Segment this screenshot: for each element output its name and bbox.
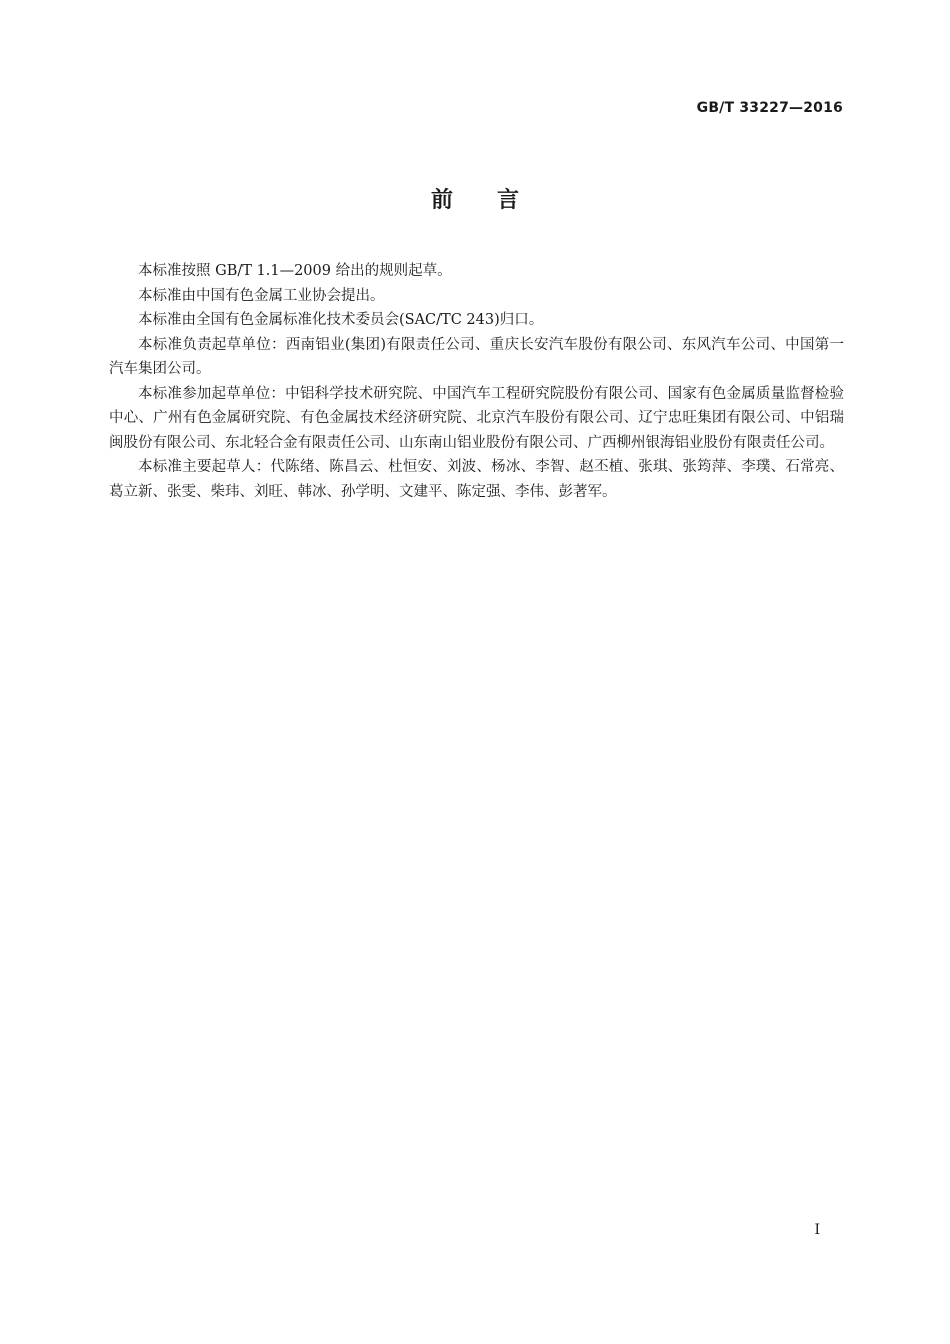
paragraph-proposer: 本标准由中国有色金属工业协会提出。 [138,287,385,304]
paragraph-participating-units: 本标准参加起草单位：中铝科学技术研究院、中国汽车工程研究院股份有限公司、国家有色金属质量监督检验中心、广州有色金属研究院、有色金属技术经济研究院、北京汽车股份有限公司、辽宁忠旺集团有限公司、中铝瑞闽股份有限公司、东北轻合金有限责任公司、山东南山铝业股份有限公司、广西柳州银海铝业股份有限责任公司。 [109,385,844,451]
page-number: I [814,1222,820,1238]
foreword-body [109,259,844,504]
paragraph-responsible-units: 本标准负责起草单位：西南铝业(集团)有限责任公司、重庆长安汽车股份有限公司、东风汽车公司、中国第一汽车集团公司。 [109,336,844,377]
standard-number: GB/T 33227—2016 [696,100,843,116]
paragraph-main-drafters: 本标准主要起草人：代陈绪、陈昌云、杜恒安、刘波、杨冰、李智、赵丕植、张琪、张筠萍、李璞、石常亮、葛立新、张雯、柴玮、刘旺、韩冰、孙学明、文建平、陈定强、李伟、彭著军。 [109,459,844,500]
paragraph-centralized-by: 本标准由全国有色金属标准化技术委员会(SAC/TC 243)归口。 [138,312,544,328]
page-title: 前 言 [430,188,519,213]
paragraph-drafting-rules: 本标准按照 GB/T 1.1—2009 给出的规则起草。 [138,263,452,279]
